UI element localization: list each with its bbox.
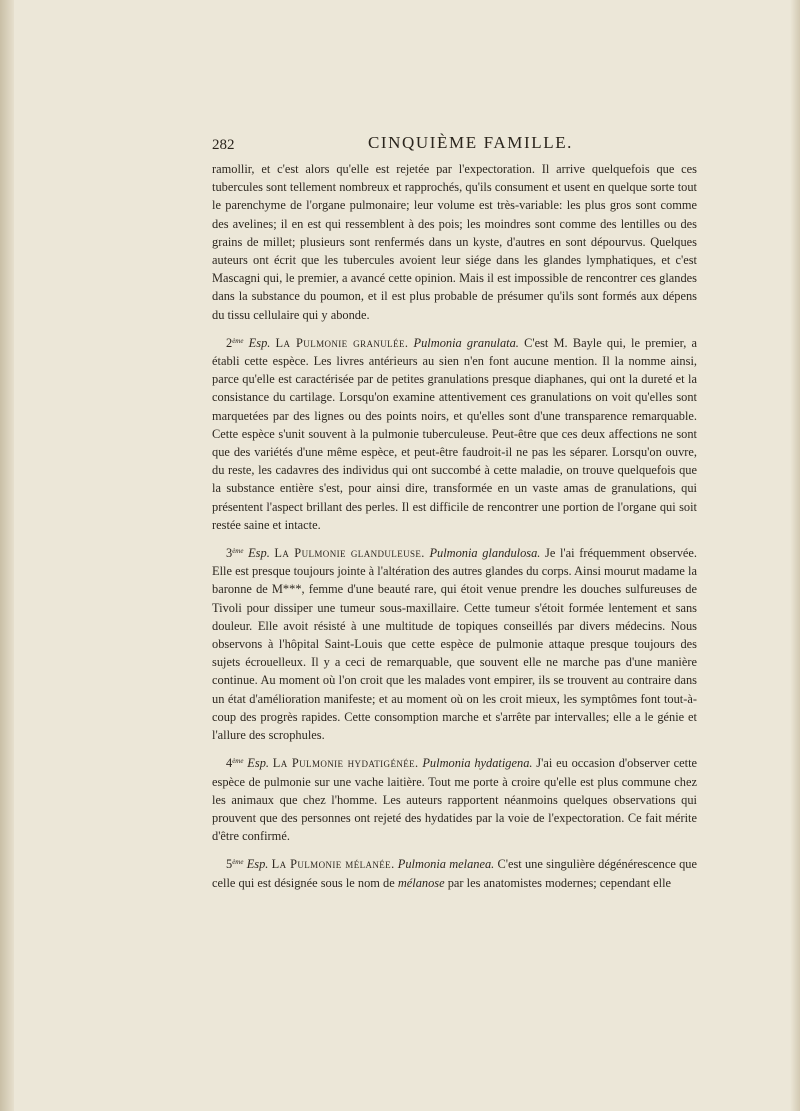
- species-description-end: par les anatomistes modernes; cependant elle: [444, 875, 672, 890]
- species-latin-name: Pulmonia melanea.: [397, 857, 495, 872]
- species-paragraph-3: [212, 542, 697, 744]
- species-paragraph-5: [212, 853, 697, 891]
- species-term-italic: mélanose: [397, 875, 445, 890]
- species-number: 4ème: [226, 756, 244, 771]
- species-latin-name: Pulmonia glandulosa.: [429, 546, 541, 561]
- species-latin-name: Pulmonia granulata.: [413, 335, 519, 350]
- species-description: Je l'ai fréquemment observée. Elle est presque toujours jointe à l'altération des autres glandes du corps. Ainsi mourut madame la baronne de M***, femme d'une beauté rare, qui étoit venue prendre les douches sulfureuses de Tivoli pour dissiper une tumeur sous-maxillaire. Cette tumeur s'étoit formée lentement et sans douleur. Elle avoit résisté à une multitude de topiques conseillés par divers médecins. Nous observons à l'hôpital Saint-Louis que cette espèce de pulmonie attaque presque toujours des sujets écrouelleux. Il y a ceci de remarquable, que souvent elle ne marche pas d'une manière continue. Au moment où l'on croit que les malades vont empirer, ils se trouvent au contraire dans un état d'amélioration manifeste; et au moment où on les croit mieux, les symptômes font tout-à-coup des progrès rapides. Cette consomption marche et s'arrête par intervalles; elle a le génie et l'allure des scrophules.: [212, 546, 698, 743]
- species-name: La Pulmonie hydatigénée.: [272, 756, 419, 771]
- species-name: La Pulmonie mélanée.: [271, 857, 395, 872]
- species-number: 3ème: [226, 546, 244, 561]
- species-name: La Pulmonie glanduleuse.: [274, 546, 425, 561]
- page-left-edge: [0, 0, 14, 1111]
- running-title: CINQUIÈME FAMILLE.: [367, 133, 574, 152]
- species-paragraph-4: [212, 752, 697, 845]
- species-abbreviation: Esp.: [246, 857, 269, 872]
- species-abbreviation: Esp.: [248, 335, 271, 350]
- species-description: J'ai eu occasion d'observer cette espèce de pulmonie sur une vache laitière. Tout me porte à croire qu'elle est plus commune chez les animaux que chez l'homme. Les auteurs rapportent néanmoins quelques observations qui prouvent que des personnes ont rejeté des hydatides par la voie de l'expectoration. Ce fait mérite d'être confirmé.: [212, 756, 698, 844]
- body-text: [212, 160, 697, 900]
- species-paragraph-2: [212, 332, 697, 534]
- species-number: 5ème: [226, 857, 244, 872]
- continuation-paragraph: ramollir, et c'est alors qu'elle est rejetée par l'expectoration. Il arrive quelquefois que ces tubercules sont tellement nombreux et rapprochés, qu'ils consument et usent en quelque sorte tout le parenchyme de l'organe pulmonaire; leur volume est très-variable: les plus gros sont comme des avelines; il en est qui ressemblent à des pois; les moindres sont comme des lentilles ou des grains de millet; plusieurs sont renfermés dans un kyste, d'autres en sont dépourvus. Quelques auteurs ont écrit que les tubercules avoient leur siége dans les glandes lymphatiques, et c'est Mascagni qui, le premier, a avancé cette opinion. Mais il est impossible de rencontrer ces glandes dans la substance du poumon, et il est plus probable de présumer qu'ils sont formés aux dépens du tissu cellulaire qui y abonde.: [212, 162, 697, 322]
- page-right-edge: [790, 0, 800, 1111]
- species-abbreviation: Esp.: [248, 546, 270, 561]
- species-description: C'est M. Bayle qui, le premier, a établi cette espèce. Les livres antérieurs au sien n'en font aucune mention. Il la nomme ainsi, parce qu'elle est caractérisée par de petites granulations presque diaphanes, qui ont la dureté et la consistance du cartilage. Lorsqu'on examine attentivement ces granulations on voit qu'elles sont marquetées par des lignes ou des points noirs, et qu'elles sont d'une transparence remarquable. Cette espèce s'unit souvent à la pulmonie tuberculeuse. Peut-être que ces deux affections ne sont que des variétés d'une même espèce, et peut-être faudroit-il ne pas les séparer. Lorsqu'on ouvre, du reste, les cadavres des individus qui ont succombé à cette maladie, on trouve quelquefois que la substance entière s'est, pour ainsi dire, transformée en un vaste amas de granulations, qui présentent l'aspect brillant des perles. Il est difficile de rencontrer une portion de l'organe qui soit restée saine et intacte.: [212, 335, 697, 532]
- species-abbreviation: Esp.: [247, 756, 269, 771]
- page-header: [212, 131, 697, 155]
- species-description-start: C'est une singulière dégénérescence que celle qui est désignée sous le nom de: [212, 857, 697, 890]
- species-number: 2ème: [226, 335, 244, 350]
- page-number: 282: [212, 137, 235, 153]
- species-latin-name: Pulmonia hydatigena.: [422, 756, 533, 771]
- species-name: La Pulmonie granulée.: [275, 335, 409, 350]
